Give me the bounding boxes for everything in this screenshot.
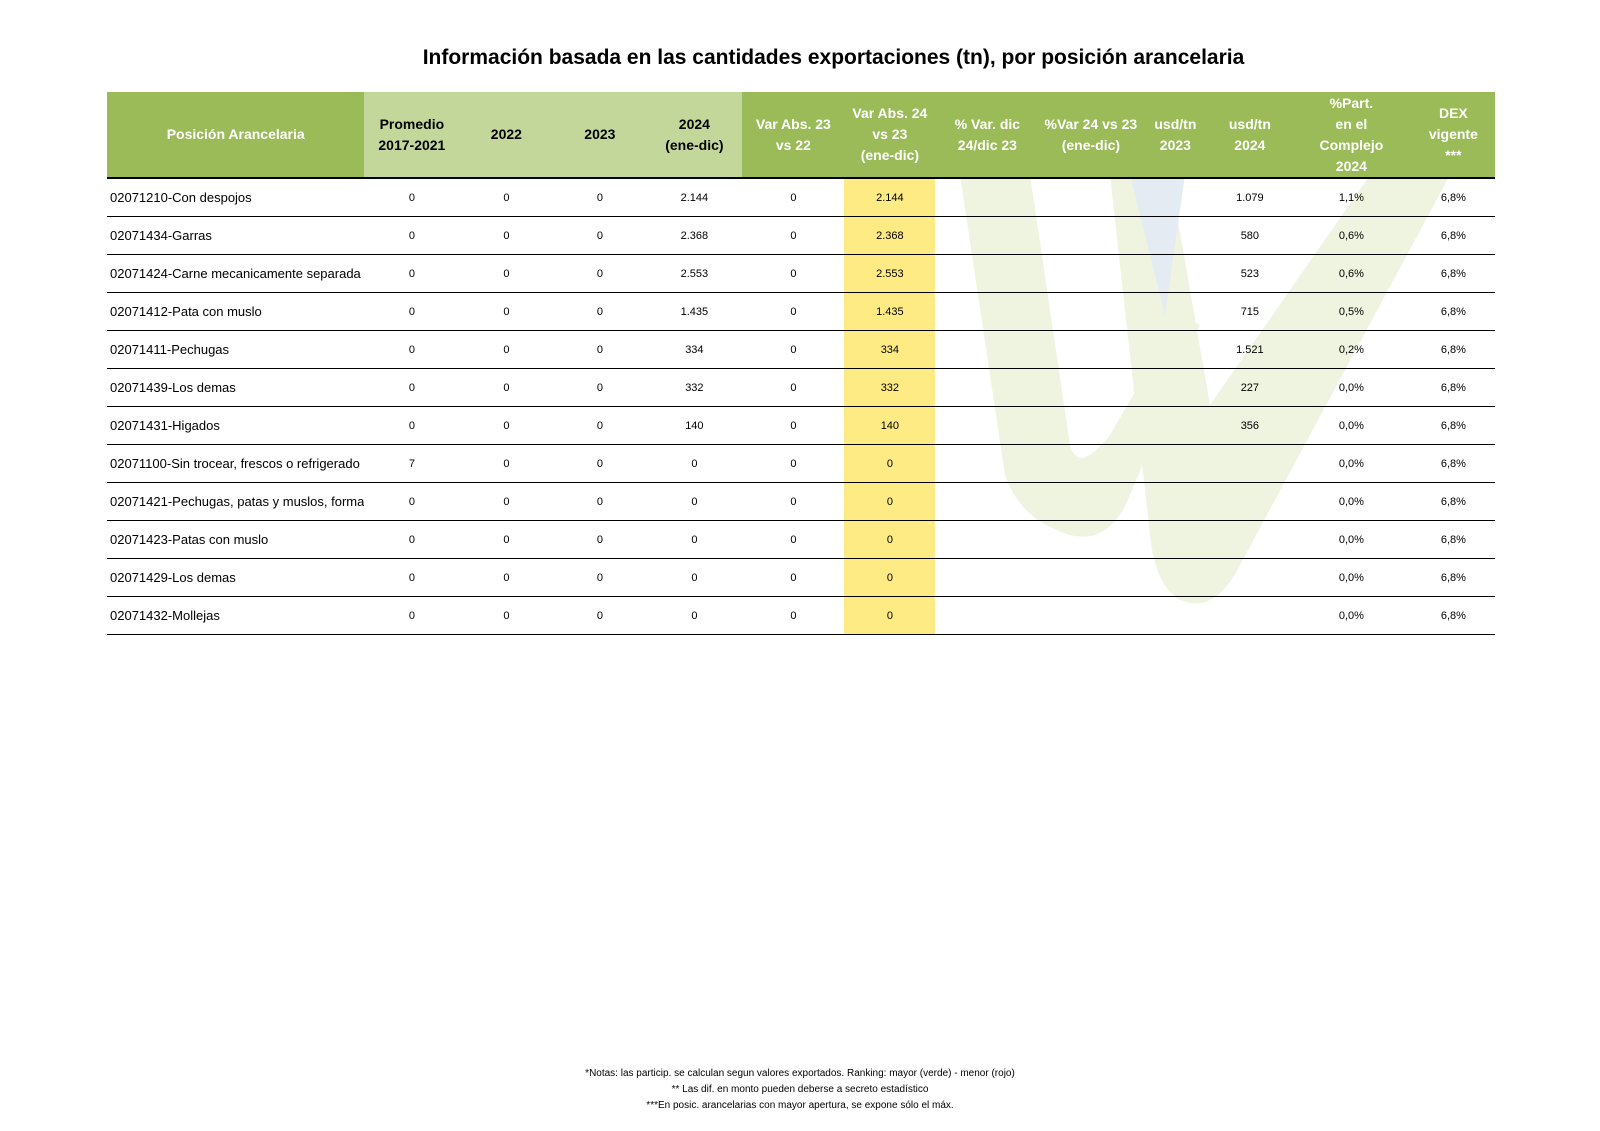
table-cell [935,597,1039,635]
table-cell: 1.435 [646,293,742,331]
table-cell: 6,8% [1411,255,1495,293]
table-cell: 1.079 [1208,178,1291,217]
table-cell [1039,445,1142,483]
table-cell: 0,0% [1291,483,1411,521]
table-cell [935,369,1039,407]
table-cell: 0 [364,255,459,293]
table-cell: 140 [646,407,742,445]
col-header-2024: 2024 (ene-dic) [646,92,742,178]
table-cell: 0 [553,255,646,293]
table-cell: 0 [553,369,646,407]
table-cell: 0 [553,293,646,331]
row-label: 02071424-Carne mecanicamente separada [107,255,364,293]
table-cell: 7 [364,445,459,483]
table-cell: 580 [1208,217,1291,255]
table-cell: 0 [646,597,742,635]
table-cell: 0 [459,178,553,217]
table-cell [1039,293,1142,331]
col-header-part: %Part. en el Complejo 2024 [1291,92,1411,178]
table-cell: 6,8% [1411,217,1495,255]
table-cell: 2.144 [844,178,935,217]
table-cell: 6,8% [1411,178,1495,217]
table-cell: 0 [844,483,935,521]
table-cell: 0 [364,217,459,255]
table-cell: 1.435 [844,293,935,331]
table-cell: 332 [844,369,935,407]
col-header-var-dic: % Var. dic 24/dic 23 [935,92,1039,178]
table-cell: 0 [459,369,553,407]
table-cell [1208,597,1291,635]
table-cell: 0 [742,597,844,635]
table-cell: 0 [742,559,844,597]
table-cell: 0 [553,407,646,445]
table-cell: 0 [646,445,742,483]
table-cell [1142,369,1208,407]
table-cell: 2.368 [646,217,742,255]
table-cell: 6,8% [1411,293,1495,331]
table-cell [1142,445,1208,483]
footnote-3: ***En posic. arancelarias con mayor apertura, se expone sólo el máx. [646,1100,954,1111]
table-cell: 356 [1208,407,1291,445]
table-cell: 0 [742,293,844,331]
table-cell: 0 [553,597,646,635]
table-cell: 0 [844,597,935,635]
table-cell: 523 [1208,255,1291,293]
table-row [107,255,1495,293]
row-label: 02071431-Higados [107,407,364,445]
row-label: 02071411-Pechugas [107,331,364,369]
table-cell: 0,0% [1291,369,1411,407]
table-cell [935,331,1039,369]
table-cell: 0 [459,217,553,255]
table-cell [1142,407,1208,445]
table-cell [1208,521,1291,559]
table-cell: 0 [742,521,844,559]
table-cell: 0 [364,559,459,597]
table-cell: 0 [553,521,646,559]
table-cell [935,559,1039,597]
table-cell: 0 [459,407,553,445]
col-header-var-abs-24: Var Abs. 24 vs 23 (ene-dic) [844,92,935,178]
table-cell: 6,8% [1411,445,1495,483]
table-cell: 0 [844,521,935,559]
col-header-2023: 2023 [553,92,646,178]
table-cell: 0 [459,597,553,635]
table-cell [1039,597,1142,635]
table-cell: 0 [742,255,844,293]
table-cell: 0 [459,255,553,293]
row-label: 02071412-Pata con muslo [107,293,364,331]
table-cell: 6,8% [1411,407,1495,445]
table-cell: 0 [742,331,844,369]
table-cell: 0 [459,483,553,521]
table-cell: 0 [459,293,553,331]
table-row [107,445,1495,483]
table-cell: 334 [844,331,935,369]
footnotes [0,1066,1600,1114]
table-cell [1142,178,1208,217]
table-cell: 715 [1208,293,1291,331]
table-cell [935,407,1039,445]
col-header-2022: 2022 [459,92,553,178]
row-label: 02071421-Pechugas, patas y muslos, forma [107,483,364,521]
table-cell: 0,0% [1291,521,1411,559]
table-cell [1142,331,1208,369]
table-cell: 2.553 [844,255,935,293]
table-cell: 0 [646,559,742,597]
table-row [107,521,1495,559]
table-cell: 6,8% [1411,369,1495,407]
table-cell: 0,2% [1291,331,1411,369]
table-cell: 0 [742,369,844,407]
table-cell: 0 [364,331,459,369]
table-cell: 227 [1208,369,1291,407]
table-cell [1142,597,1208,635]
table-cell: 0 [364,407,459,445]
table-cell: 2.368 [844,217,935,255]
table-cell [1208,445,1291,483]
table-cell: 0 [364,483,459,521]
table-cell: 1,1% [1291,178,1411,217]
table-cell: 0 [844,559,935,597]
table-cell: 0,6% [1291,217,1411,255]
table-cell [1142,217,1208,255]
table-cell: 0 [364,521,459,559]
table-cell [1039,331,1142,369]
table-cell: 0 [646,483,742,521]
table-cell: 0 [553,559,646,597]
footnote-1: *Notas: las particip. se calculan segun valores exportados. Ranking: mayor (verde) - menor (rojo) [585,1068,1015,1079]
table-cell [935,178,1039,217]
table-cell [1039,217,1142,255]
table-cell [1142,559,1208,597]
table-cell: 6,8% [1411,331,1495,369]
table-cell [935,293,1039,331]
row-label: 02071100-Sin trocear, frescos o refrigerado [107,445,364,483]
table-cell: 0 [459,521,553,559]
table-cell: 332 [646,369,742,407]
table-cell [1039,521,1142,559]
table-cell [1142,293,1208,331]
table-cell [935,255,1039,293]
table-cell: 0 [553,217,646,255]
col-header-dex: DEX vigente *** [1411,92,1495,178]
table-cell [1039,369,1142,407]
table-cell: 2.553 [646,255,742,293]
table-body [107,178,1495,635]
table-row [107,331,1495,369]
table-cell [1208,483,1291,521]
table-cell: 2.144 [646,178,742,217]
table-cell: 0,0% [1291,597,1411,635]
table-row [107,597,1495,635]
table-cell: 0,0% [1291,559,1411,597]
table-cell: 0 [459,559,553,597]
table-cell: 0 [646,521,742,559]
table-cell [1039,483,1142,521]
table-cell: 6,8% [1411,521,1495,559]
table-row [107,369,1495,407]
table-cell: 0 [553,178,646,217]
page-title: Información basada en las cantidades exportaciones (tn), por posición arancelaria [422,46,1245,69]
row-label: 02071434-Garras [107,217,364,255]
table-cell: 0 [553,483,646,521]
table-cell: 0,6% [1291,255,1411,293]
header-row [107,92,1495,178]
footnote-2: ** Las dif. en monto pueden deberse a secreto estadístico [671,1084,929,1095]
col-header-promedio: Promedio 2017-2021 [364,92,459,178]
exports-table [107,92,1495,635]
row-label: 02071429-Los demas [107,559,364,597]
table-cell [935,521,1039,559]
table-cell [935,217,1039,255]
table-cell: 0 [742,445,844,483]
row-label: 02071210-Con despojos [107,178,364,217]
table-row [107,559,1495,597]
table-cell [935,483,1039,521]
table-cell [1039,407,1142,445]
table-cell: 0 [364,293,459,331]
table-cell: 0,0% [1291,445,1411,483]
table-cell [1039,559,1142,597]
col-header-var-pct: %Var 24 vs 23 (ene-dic) [1039,92,1142,178]
table-cell: 0,5% [1291,293,1411,331]
table-cell: 0 [844,445,935,483]
table-cell: 0 [553,331,646,369]
table-cell: 6,8% [1411,483,1495,521]
table-cell [1142,255,1208,293]
table-cell: 0,0% [1291,407,1411,445]
row-label: 02071439-Los demas [107,369,364,407]
table-cell: 0 [364,369,459,407]
table-cell: 0 [459,445,553,483]
table-cell: 6,8% [1411,559,1495,597]
table-cell: 140 [844,407,935,445]
table-cell: 6,8% [1411,597,1495,635]
table-cell [1039,255,1142,293]
table-cell: 0 [553,445,646,483]
table-row [107,407,1495,445]
col-header-usd-2023: usd/tn 2023 [1142,92,1208,178]
table-cell [935,445,1039,483]
table-cell [1142,483,1208,521]
table-cell: 1.521 [1208,331,1291,369]
table-cell: 0 [742,217,844,255]
col-header-posicion: Posición Arancelaria [107,92,364,178]
table-cell: 0 [459,331,553,369]
table-cell: 0 [742,178,844,217]
table-cell [1142,521,1208,559]
table-row [107,483,1495,521]
table-cell: 334 [646,331,742,369]
col-header-usd-2024: usd/tn 2024 [1208,92,1291,178]
table-cell [1039,178,1142,217]
table-row [107,293,1495,331]
row-label: 02071432-Mollejas [107,597,364,635]
table-cell: 0 [742,483,844,521]
table-row [107,178,1495,217]
table-cell: 0 [742,407,844,445]
table-cell: 0 [364,597,459,635]
table-cell: 0 [364,178,459,217]
table-row [107,217,1495,255]
table-cell [1208,559,1291,597]
row-label: 02071423-Patas con muslo [107,521,364,559]
col-header-var-abs-23: Var Abs. 23 vs 22 [742,92,844,178]
